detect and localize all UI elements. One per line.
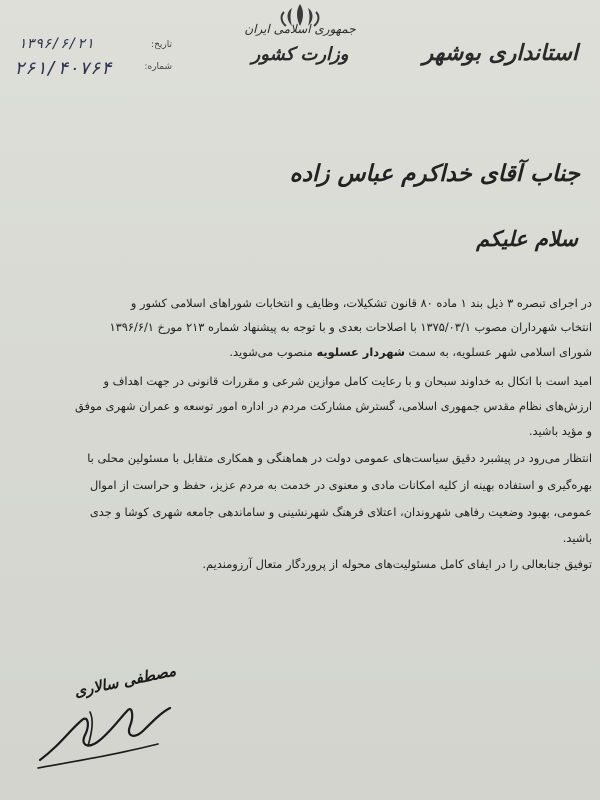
handwritten-signature bbox=[30, 690, 180, 775]
body-line-6: و مؤید باشید. bbox=[528, 424, 592, 438]
date-value: ۱۳۹۶/۶/۲۱ bbox=[18, 36, 94, 52]
body-line-11: توفیق جنابعالی را در ایفای کامل مسئولیت‌های محوله از پروردگار متعال آرزومندیم. bbox=[202, 557, 592, 571]
body-line-8: بهره‌گیری و استفاده بهینه از کلیه امکانات مادی و معنوی در خدمت به مردم عزیز، حفظ و حراست از اموال bbox=[89, 478, 592, 492]
body-line-1: در اجرای تبصره ۳ ذیل بند ۱ ماده ۸۰ قانون تشکیلات، وظایف و انتخابات شوراهای اسلامی کشور و bbox=[130, 296, 592, 310]
letterhead-ministry: وزارت کشور bbox=[251, 44, 349, 65]
number-value: ۲۶۱/۴۰۷۶۴ bbox=[14, 58, 112, 79]
number-label: شماره: bbox=[144, 62, 172, 72]
greeting: سلام علیکم bbox=[476, 226, 578, 251]
signatory-name: مصطفی سالاری bbox=[72, 661, 178, 701]
date-label: تاریخ: bbox=[151, 40, 172, 50]
body-line-2: انتخاب شهرداران مصوب ۱۳۷۵/۰۳/۱ با اصلاحات بعدی و با توجه به پیشنهاد شماره ۲۱۳ مورخ ۱۳۹۶/۶/۱ bbox=[109, 320, 592, 334]
body-line-7: انتظار می‌رود در پیشبرد دقیق سیاست‌های عمومی دولت در هماهنگی و همکاری متقابل با مسئولین محلی با bbox=[87, 451, 592, 465]
body-line-10: باشید. bbox=[562, 531, 592, 545]
body-line-5: ارزش‌های نظام مقدس جمهوری اسلامی، گسترش مشارکت مردم در اداره امور توسعه و عمران شهری موفق bbox=[75, 399, 592, 413]
body-line-9: عمومی، بهبود وضعیت رفاهی شهروندان، اعتلای فرهنگ شهرنشینی و ساماندهی جامعه شهری کوشا و جدی bbox=[89, 505, 592, 519]
letterhead-office: استانداری بوشهر bbox=[422, 40, 578, 66]
body-line-3-pre: شورای اسلامی شهر عسلویه، به سمت bbox=[404, 345, 592, 359]
appointment-title: شهردار عسلویه bbox=[316, 345, 405, 359]
body-line-3 bbox=[14, 345, 592, 359]
recipient: جناب آقای خداکرم عباس زاده bbox=[289, 160, 580, 187]
body-line-4: امید است با اتکال به خداوند سبحان و با رعایت کامل موازین شرعی و مقررات قانونی در جهت اهداف و bbox=[103, 374, 592, 388]
body-line-3-post: منصوب می‌شوید. bbox=[229, 345, 317, 359]
letterhead-republic: جمهوری اسلامی ایران bbox=[244, 22, 356, 36]
